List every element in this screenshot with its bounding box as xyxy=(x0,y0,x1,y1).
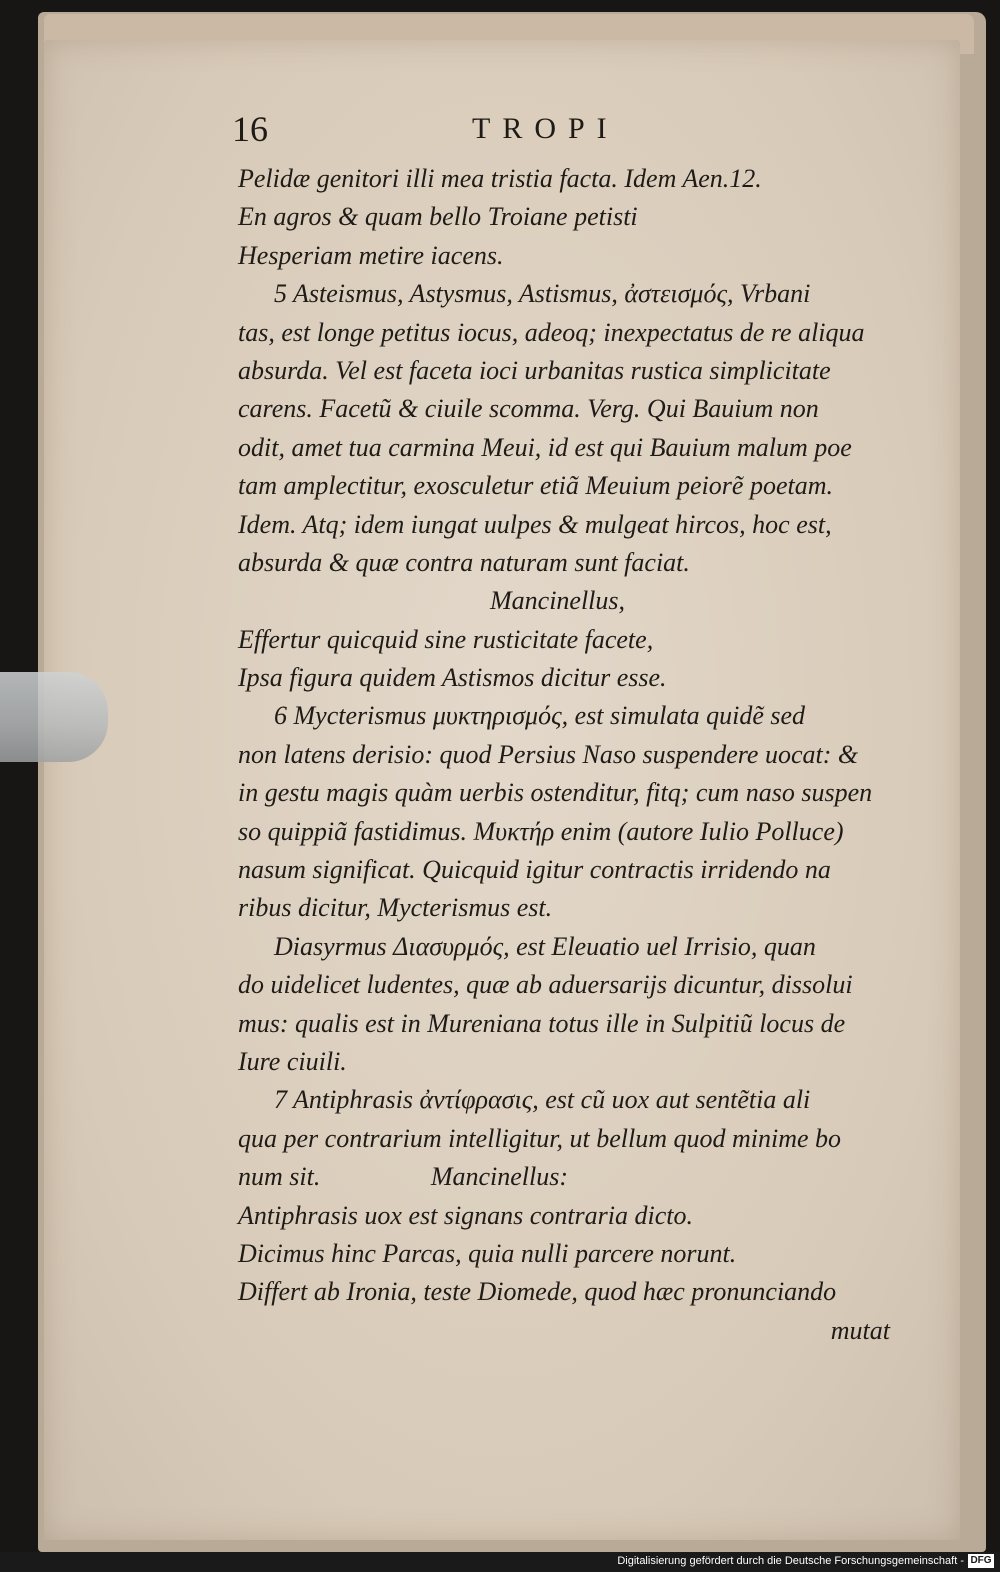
text-line: absurda & quæ contra naturam sunt faciat. xyxy=(238,547,690,577)
text-line: Effertur quicquid sine rusticitate facete, xyxy=(238,624,654,654)
text-line: Antiphrasis uox est signans contraria dicto. xyxy=(238,1200,693,1230)
text-line: so quippiã fastidimus. Μυκτήρ enim (autore Iulio Polluce) xyxy=(238,816,844,846)
text-line: mus: qualis est in Mureniana totus ille in Sulpitiũ locus de xyxy=(238,1008,846,1038)
text-line: Hesperiam metire iacens. xyxy=(238,240,504,270)
text-line: 5 Asteismus, Astysmus, Astismus, ἀστεισμός, Vrbani xyxy=(274,279,811,309)
text-line: Differt ab Ironia, teste Diomede, quod hæc pronunciando xyxy=(238,1277,837,1307)
page-number: 16 xyxy=(232,109,268,149)
running-head xyxy=(232,108,892,152)
text-line: Mancinellus, xyxy=(490,586,626,616)
text-line: 6 Mycterismus μυκτηρισμός, est simulata quidẽ sed xyxy=(274,701,806,731)
text-line: absurda. Vel est faceta ioci urbanitas rustica simplicitate xyxy=(238,355,831,385)
text-line: in gestu magis quàm uerbis ostenditur, fitq; cum naso suspen xyxy=(238,778,873,808)
text-line: Iure ciuili. xyxy=(238,1046,347,1076)
text-line: En agros & quam bello Troiane petisti xyxy=(238,202,638,232)
running-head-title: TROPI xyxy=(472,112,619,145)
text-line: Ipsa figura quidem Astismos dicitur esse. xyxy=(238,663,667,693)
footer-credit: Digitalisierung gefördert durch die Deutsche Forschungsgemeinschaft - xyxy=(617,1555,964,1567)
text-line: Idem. Atq; idem iungat uulpes & mulgeat hircos, hoc est, xyxy=(238,509,832,539)
text-line: tas, est longe petitus iocus, adeoq; inexpectatus de re aliqua xyxy=(238,317,865,347)
text-line: num sit. Mancinellus: xyxy=(238,1162,569,1192)
catchword: mutat xyxy=(830,1315,890,1345)
page-clip xyxy=(0,672,108,762)
text-line: non latens derisio: quod Persius Naso suspendere uocat: & xyxy=(238,739,859,769)
text-line: 7 Antiphrasis ἀντίφρασις, est cũ uox aut sentẽtia ali xyxy=(274,1085,811,1115)
text-line: carens. Facetũ & ciuile scomma. Verg. Qui Bauium non xyxy=(238,394,819,424)
text-line: ribus dicitur, Mycterismus est. xyxy=(238,893,553,923)
text-line: nasum significat. Quicquid igitur contractis irridendo na xyxy=(238,855,831,885)
text-line: qua per contrarium intelligitur, ut bellum quod minime bo xyxy=(238,1123,842,1153)
text-line: Pelidæ genitori illi mea tristia facta. Idem Aen.12. xyxy=(238,164,762,193)
text-line: tam amplectitur, exosculetur etiã Meuium peiorẽ poetam. xyxy=(238,471,833,501)
dfg-logo: DFG xyxy=(968,1554,994,1568)
text-line: Diasyrmus Διασυρμός, est Eleuatio uel Irrisio, quan xyxy=(274,931,816,961)
text-line: odit, amet tua carmina Meui, id est qui Bauium malum poe xyxy=(238,432,852,462)
text-line: Dicimus hinc Parcas, quia nulli parcere norunt. xyxy=(238,1238,737,1268)
text-line: do uidelicet ludentes, quæ ab aduersarijs dicuntur, dissolui xyxy=(238,970,853,1000)
body-text xyxy=(238,160,898,1350)
